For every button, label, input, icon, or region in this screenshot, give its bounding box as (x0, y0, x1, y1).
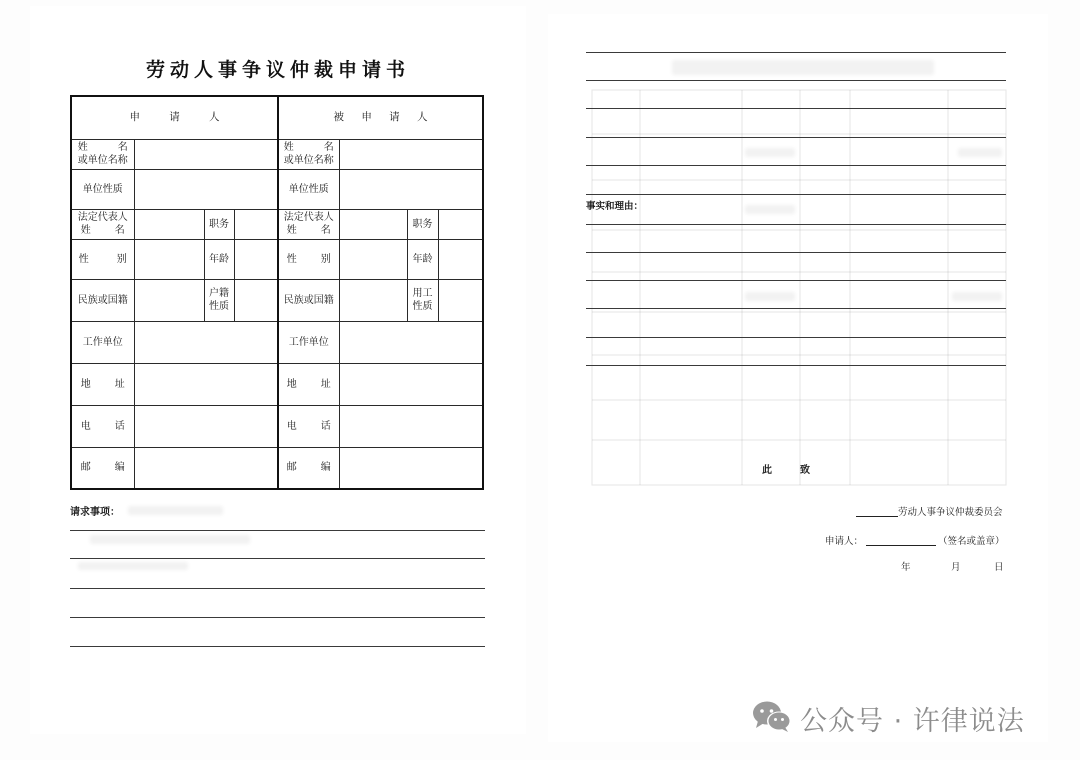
applicant-name-value (134, 139, 278, 169)
claims-writing-line (70, 588, 485, 589)
respondent-work-unit-value (339, 321, 483, 363)
applicant-age-value (234, 239, 278, 279)
bleed-through-ghost (952, 292, 1002, 301)
applicant-header: 申 请 人 (129, 111, 220, 124)
respondent-header: 被 申 请 人 (333, 111, 428, 124)
applicant-phone-label (71, 405, 134, 447)
respondent-legal-rep-value (339, 209, 407, 239)
respondent-position-value (438, 209, 483, 239)
respondent-gender-label (278, 239, 339, 279)
respondent-employment-type-label (407, 279, 438, 321)
writing-line (586, 165, 1006, 166)
address-label: 地 址 (286, 378, 331, 390)
ghost-table-lines (592, 90, 1006, 485)
name-label-line1: 姓 名 (77, 142, 128, 153)
phone-label: 电 话 (80, 420, 125, 432)
applicant-postcode-value (134, 447, 278, 489)
respondent-legal-rep-label (278, 209, 339, 239)
employment-label-line2: 性质 (412, 301, 433, 312)
postcode-label: 邮 编 (80, 462, 125, 474)
registration-label-line2: 性质 (209, 301, 229, 312)
applicant-ethnicity-label: 民族或国籍 (71, 279, 134, 321)
applicant-work-unit-value (134, 321, 278, 363)
applicant-legal-rep-value (134, 209, 204, 239)
applicant-postcode-label (71, 447, 134, 489)
applicant-position-value (234, 209, 278, 239)
claims-writing-line (70, 646, 485, 647)
respondent-address-value (339, 363, 483, 405)
name-label-line2: 或单位名称 (77, 155, 128, 166)
applicant-household-registration-label (204, 279, 234, 321)
applicant-unit-nature-label: 单位性质 (71, 169, 134, 209)
applicant-address-label (71, 363, 134, 405)
address-label: 地 址 (80, 378, 125, 390)
respondent-unit-nature-label: 单位性质 (278, 169, 339, 209)
applicant-header-cell (71, 96, 278, 139)
employment-label-line1: 用工 (412, 288, 433, 299)
respondent-gender-value (339, 239, 407, 279)
claims-writing-line (70, 530, 485, 531)
legal-rep-label-line2: 姓 名 (286, 225, 331, 236)
respondent-unit-nature-value (339, 169, 483, 209)
phone-label: 电 话 (286, 420, 331, 432)
gender-label: 性 别 (286, 253, 331, 265)
legal-rep-label-line1: 法定代表人 (283, 212, 334, 223)
facts-writing-line (586, 252, 1006, 253)
respondent-work-unit-label: 工作单位 (278, 321, 339, 363)
signature-note: （签名或盖章） (938, 536, 1005, 547)
applicant-gender-label (71, 239, 134, 279)
claims-label: 请求事项： (70, 507, 120, 518)
bleed-through-ghost (672, 60, 934, 75)
respondent-postcode-value (339, 447, 483, 489)
facts-writing-line (586, 337, 1006, 338)
applicant-age-label: 年龄 (204, 239, 234, 279)
respondent-name-label (278, 139, 339, 169)
applicant-unit-nature-value (134, 169, 278, 209)
bleed-through-ghost (745, 292, 795, 301)
bleed-through-ghost (78, 562, 188, 570)
writing-line (586, 80, 1006, 81)
date-year-label: 年 (901, 562, 911, 573)
facts-writing-line (586, 280, 1006, 281)
bleed-through-ghost (745, 148, 795, 157)
applicant-name-label (71, 139, 134, 169)
applicant-legal-rep-label (71, 209, 134, 239)
committee-blank-line (856, 516, 898, 517)
respondent-phone-label (278, 405, 339, 447)
applicant-gender-value (134, 239, 204, 279)
date-day-label: 日 (994, 562, 1004, 573)
legal-rep-label-line1: 法定代表人 (77, 212, 128, 223)
signature-blank-line (866, 545, 936, 546)
watermark-text: 公众号 · 许律说法 (800, 706, 1025, 737)
applicant-phone-value (134, 405, 278, 447)
postcode-label: 邮 编 (286, 462, 331, 474)
committee-name: 劳动人事争议仲裁委员会 (898, 507, 1003, 518)
bleed-through-ghost (90, 535, 250, 544)
name-label-line2: 或单位名称 (283, 155, 334, 166)
writing-line (586, 194, 1006, 195)
applicant-work-unit-label: 工作单位 (71, 321, 134, 363)
applicant-household-registration-value (234, 279, 278, 321)
bleed-through-grid (586, 40, 1011, 500)
application-form-table (70, 95, 484, 490)
bleed-through-ghost (128, 506, 223, 515)
respondent-address-label (278, 363, 339, 405)
applicant-sign-label: 申请人： (825, 536, 864, 547)
facts-writing-line (586, 224, 1006, 225)
respondent-postcode-label (278, 447, 339, 489)
bleed-through-ghost (958, 148, 1002, 157)
date-month-label: 月 (951, 562, 961, 573)
wechat-icon (752, 700, 792, 734)
writing-line (586, 52, 1006, 53)
claims-writing-line (70, 617, 485, 618)
form-title: 劳动人事争议仲裁申请书 (146, 59, 411, 81)
applicant-ethnicity-value (134, 279, 204, 321)
applicant-address-value (134, 363, 278, 405)
respondent-employment-type-value (438, 279, 483, 321)
writing-line (586, 137, 1006, 138)
claims-writing-line (70, 558, 485, 559)
closing-text: 此 致 (762, 465, 810, 476)
respondent-age-value (438, 239, 483, 279)
facts-writing-line (586, 365, 1006, 366)
gender-label: 性 别 (78, 253, 127, 265)
name-label-line1: 姓 名 (283, 142, 334, 153)
facts-and-reasons-label: 事实和理由： (586, 201, 644, 212)
respondent-header-cell (278, 96, 483, 139)
applicant-position-label: 职务 (204, 209, 234, 239)
writing-line (586, 108, 1006, 109)
bleed-through-ghost (745, 205, 795, 214)
closing-phrase (762, 461, 810, 476)
respondent-phone-value (339, 405, 483, 447)
registration-label-line1: 户籍 (209, 288, 229, 299)
facts-writing-line (586, 308, 1006, 309)
respondent-position-label: 职务 (407, 209, 438, 239)
respondent-ethnicity-label: 民族或国籍 (278, 279, 339, 321)
respondent-ethnicity-value (339, 279, 407, 321)
respondent-name-value (339, 139, 483, 169)
legal-rep-label-line2: 姓 名 (80, 225, 125, 236)
respondent-age-label: 年龄 (407, 239, 438, 279)
